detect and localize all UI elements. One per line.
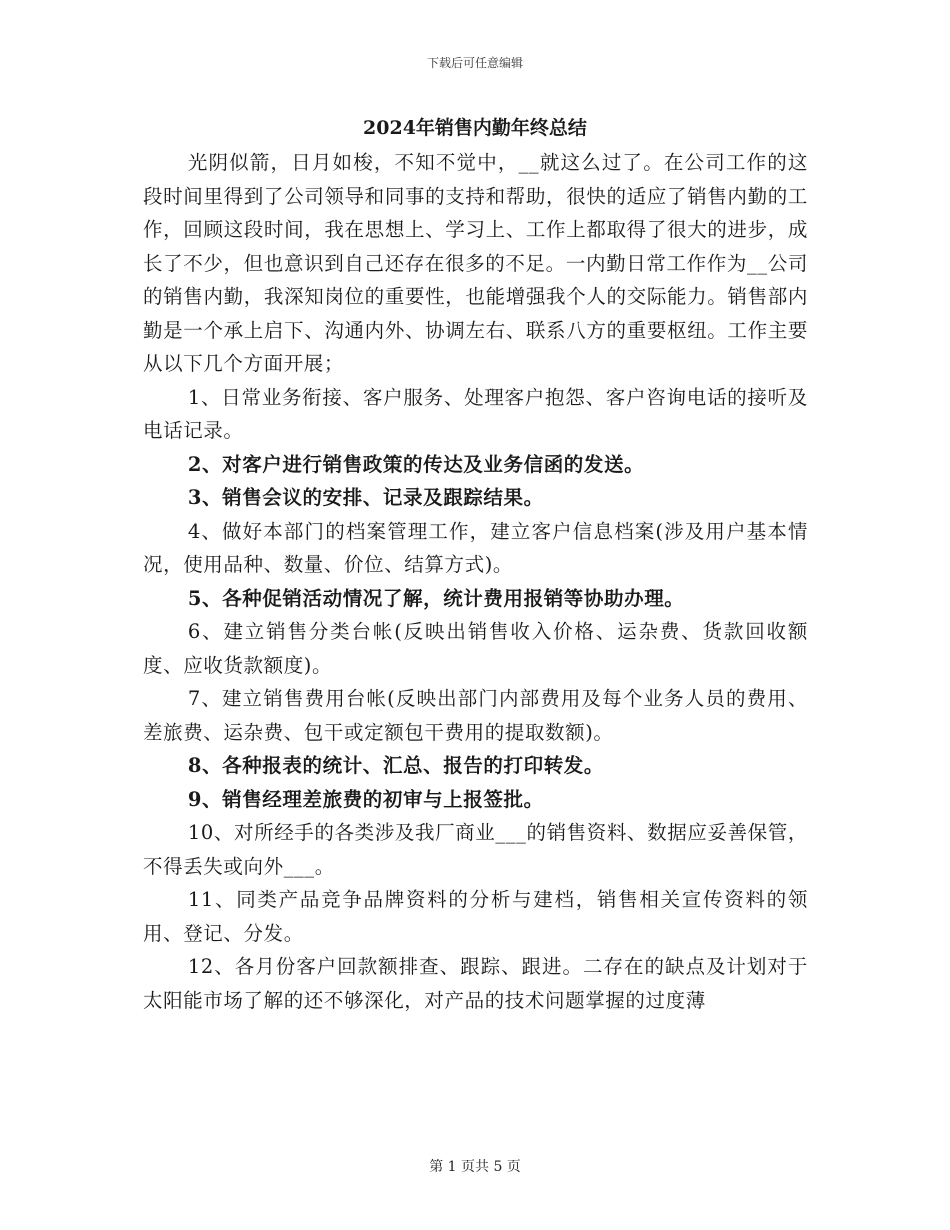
header-note: 下载后可任意编辑	[426, 56, 523, 70]
list-item-1: 1、日常业务衔接、客户服务、处理客户抱怨、客户咨询电话的接听及电话记录。	[143, 385, 808, 442]
list-item-10: 10、对所经手的各类涉及我厂商业___的销售资料、数据应妥善保管，不得丢失或向外___。	[143, 821, 808, 878]
list-item-3: 3、销售会议的安排、记录及跟踪结果。	[187, 486, 544, 509]
list-item-4: 4、做好本部门的档案管理工作，建立客户信息档案(涉及用户基本情况，使用品种、数量、价位、结算方式)。	[143, 519, 808, 576]
list-item-9: 9、销售经理差旅费的初审与上报签批。	[187, 787, 544, 811]
list-item-6: 6、建立销售分类台帐(反映出销售收入价格、运杂费、货款回收额度、应收货款额度)。	[143, 620, 808, 677]
list-item-5: 5、各种促销活动情况了解，统计费用报销等协助办理。	[187, 586, 685, 610]
page-footer: 第 1 页共 5 页	[429, 1159, 521, 1175]
list-item-11: 11、同类产品竞争品牌资料的分析与建档，销售相关宣传资料的领用、登记、分发。	[143, 888, 808, 945]
document-body	[143, 146, 808, 1017]
list-item-2: 2、对客户进行销售政策的传达及业务信函的发送。	[187, 452, 645, 476]
document-title: 2024年销售内勤年终总结	[363, 117, 587, 139]
paragraph-intro: 光阴似箭，日月如梭，不知不觉中，__就这么过了。在公司工作的这段时间里得到了公司领导和同事的支持和帮助，很快的适应了销售内勤的工作，回顾这段时间，我在思想上、学习上、工作上都取得了很大的进步，成长了不少，但也意识到自己还存在很多的不足。一内勤日常工作作为__公司的销售内勤，我深知岗位的重要性，也能增强我个人的交际能力。销售部内勤是一个承上启下、沟通内外、协调左右、联系八方的重要枢纽。工作主要从以下几个方面开展；	[143, 151, 808, 375]
list-item-12: 12、各月份客户回款额排查、跟踪、跟进。二存在的缺点及计划对于太阳能市场了解的还不够深化，对产品的技术问题掌握的过度薄	[143, 955, 808, 1012]
list-item-8: 8、各种报表的统计、汇总、报告的打印转发。	[187, 754, 605, 777]
list-item-7: 7、建立销售费用台帐(反映出部门内部费用及每个业务人员的费用、差旅费、运杂费、包干或定额包干费用的提取数额)。	[143, 687, 808, 744]
